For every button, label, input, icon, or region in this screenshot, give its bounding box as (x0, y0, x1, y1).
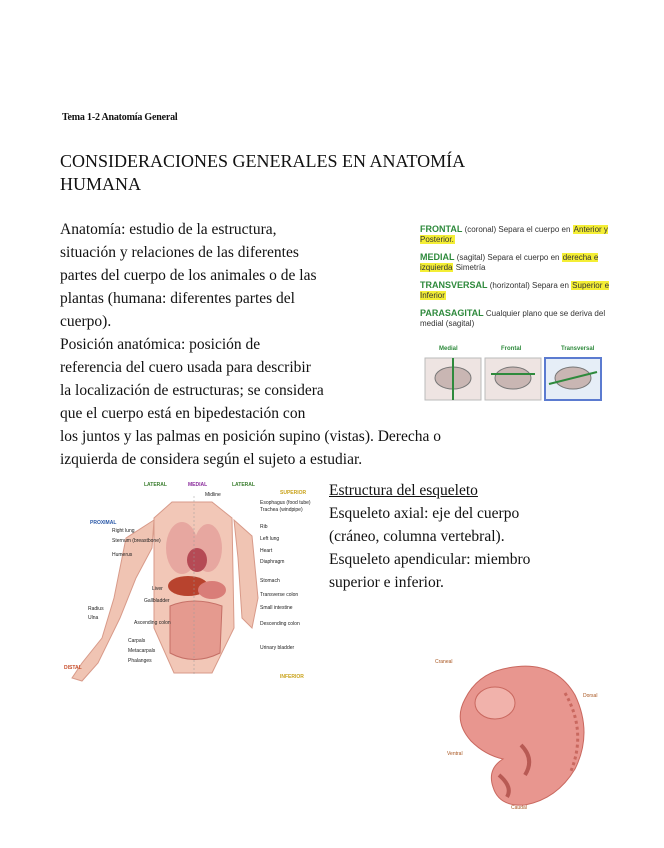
page-title (60, 150, 530, 196)
thumb-label: Transversal (561, 346, 595, 352)
body-line: los juntos y las palmas en posición supino (vistas). Derecha o (60, 428, 441, 445)
fig-label: Carpals (128, 638, 146, 644)
body-line: Anatomía: estudio de la estructura, (60, 221, 277, 238)
plane-transversal: TRANSVERSAL (horizontal) Separa en Superior e Inferior (420, 280, 610, 300)
document-header: Tema 1-2 Anatomía General (62, 112, 178, 123)
fig-label: Transverse colon (260, 592, 299, 598)
embryo-label: Ventral (447, 751, 463, 757)
body-line: que el cuerpo está en bipedestación con (60, 405, 306, 422)
fig-label: Diaphragm (260, 559, 285, 565)
skeleton-heading: Estructura del esqueleto (329, 482, 478, 499)
fig-tag-medial: MEDIAL (188, 482, 208, 488)
fig-label: Stomach (260, 578, 280, 584)
title-line-1: CONSIDERACIONES GENERALES EN ANATOMÍA (60, 151, 466, 171)
fig-label: Phalanges (128, 658, 152, 664)
body-line: plantas (humana: diferentes partes del (60, 290, 295, 307)
fig-label: Trachea (windpipe) (260, 507, 303, 513)
skeleton-line: superior e inferior. (329, 574, 444, 591)
fig-tag-lateral: LATERAL (232, 482, 255, 488)
skeleton-line: Esqueleto apendicular: miembro (329, 551, 531, 568)
fig-label: Humerus (112, 552, 133, 558)
fig-label: Gallbladder (144, 598, 170, 604)
body-line: situación y relaciones de las diferentes (60, 244, 299, 261)
plane-frontal: FRONTAL (coronal) Separa el cuerpo en Anterior y Posterior. (420, 224, 608, 244)
body-line: partes del cuerpo de los animales o de las (60, 267, 317, 284)
body-line: Posición anatómica: posición de (60, 336, 261, 353)
title-line-2: HUMANA (60, 174, 141, 194)
skeleton-line: (cráneo, columna vertebral). (329, 528, 505, 545)
fig-label: Left lung (260, 536, 280, 542)
fig-label: Small intestine (260, 605, 293, 611)
fig-label: Descending colon (260, 621, 300, 627)
human-torso-figure (62, 478, 324, 684)
fig-label: Metacarpals (128, 648, 156, 654)
fig-label: Heart (260, 548, 273, 554)
plane-parasagital: PARASAGITAL Cualquier plano que se deriva del medial (sagital) (420, 308, 606, 328)
embryo-label: Craneal (435, 659, 453, 665)
thumb-label: Frontal (501, 346, 522, 352)
body-line: izquierda de considera según el sujeto a estudiar. (60, 451, 363, 468)
embryo-illustration (425, 647, 605, 815)
fig-label: Sternum (breastbone) (112, 538, 161, 544)
fig-tag-proximal: PROXIMAL (90, 520, 117, 526)
fig-label: Liver (152, 586, 163, 592)
planes-thumbnails-image (421, 346, 605, 402)
fig-label: Rib (260, 524, 268, 530)
anatomical-planes-legend (420, 224, 610, 336)
embryo-label: Dorsal (583, 693, 598, 699)
fig-tag-lateral: LATERAL (144, 482, 167, 488)
embryo-figure (425, 647, 605, 815)
skeleton-line: Esqueleto axial: eje del cuerpo (329, 505, 520, 522)
fig-label: Radius (88, 606, 104, 612)
body-line: la localización de estructuras; se considera (60, 382, 324, 399)
plane-medial: MEDIAL (sagital) Separa el cuerpo en derecha e izquierda Simetría (420, 252, 599, 272)
fig-label: Urinary bladder (260, 645, 295, 651)
embryo-label: Caudal (511, 805, 527, 811)
body-line: cuerpo). (60, 313, 112, 330)
fig-label: Esophagus (food tube) (260, 500, 311, 506)
fig-label: Ulna (88, 615, 99, 621)
fig-tag-inferior: INFERIOR (280, 674, 304, 680)
fig-tag-distal: DISTAL (64, 665, 82, 671)
body-line: referencia del cuero usada para describir (60, 359, 311, 376)
fig-label: Ascending colon (134, 620, 171, 626)
fig-label: Right lung (112, 528, 135, 534)
thumb-label: Medial (439, 346, 458, 352)
fig-tag-superior: SUPERIOR (280, 490, 307, 496)
planes-thumbnails (421, 346, 605, 402)
fig-label: Midline (205, 492, 221, 498)
